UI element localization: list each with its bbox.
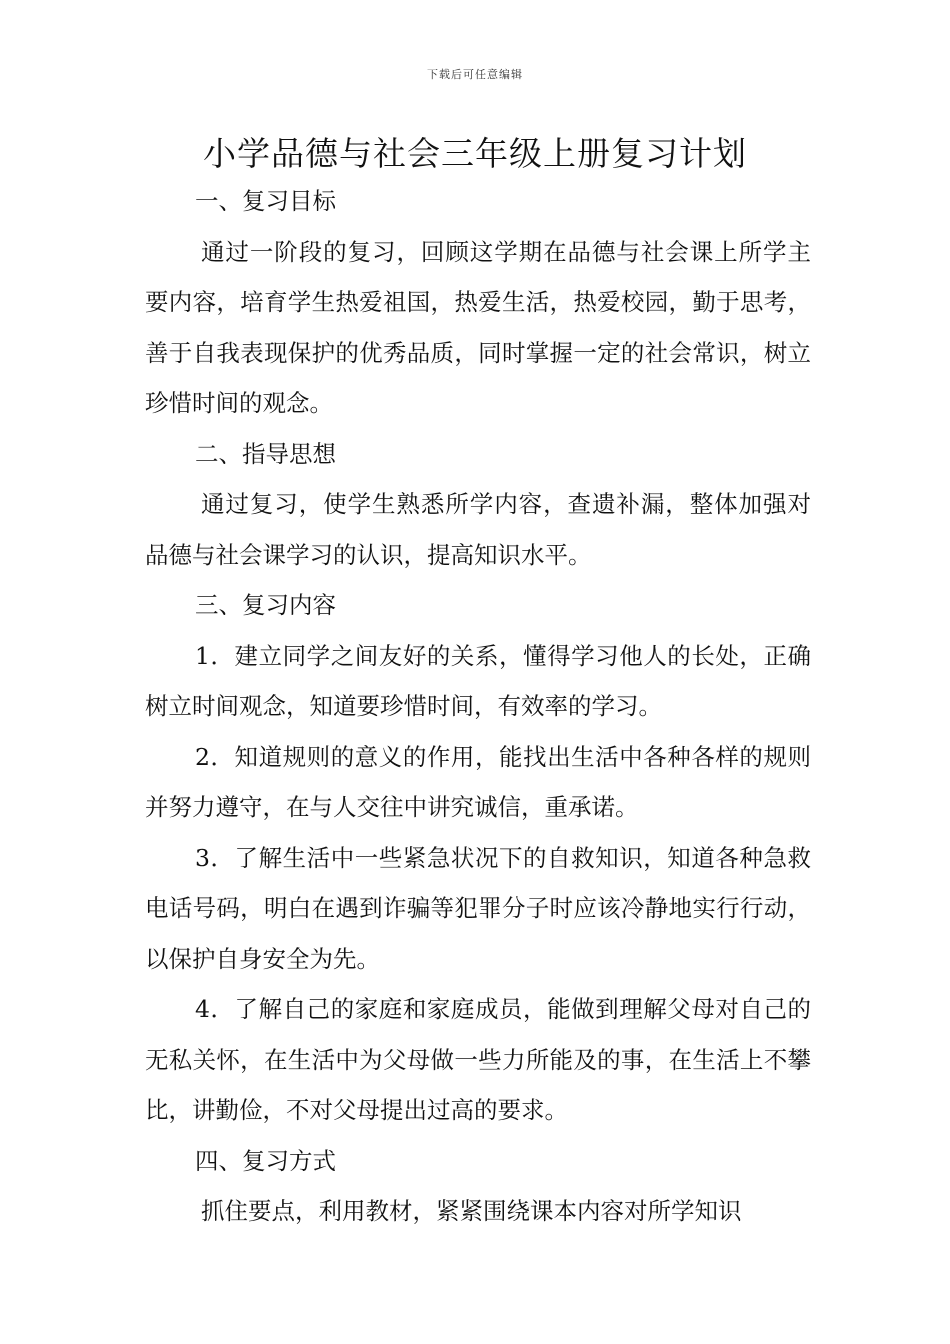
section-heading-guiding-idea: 二、指导思想 — [195, 439, 336, 468]
document-body — [145, 176, 811, 1237]
section-heading-content: 三、复习内容 — [195, 591, 336, 619]
content-item-2: 2．知道规则的意义的作用，能找出生活中各种各样的规则并努力遵守，在与人交往中讲究诚信，重承诺。 — [145, 742, 811, 821]
section-heading-method: 四、复习方式 — [195, 1146, 336, 1175]
section-heading-goals: 一、复习目标 — [195, 187, 336, 215]
content-item-3: 3．了解生活中一些紧急状况下的自救知识，知道各种急救电话号码，明白在遇到诈骗等犯罪分子时应该冷静地实行行动，以保护自身安全为先。 — [145, 843, 811, 973]
content-item-1: 1．建立同学之间友好的关系，懂得学习他人的长处，正确树立时间观念，知道要珍惜时间，有效率的学习。 — [145, 641, 811, 720]
goals-paragraph: 通过一阶段的复习，回顾这学期在品德与社会课上所学主要内容，培育学生热爱祖国，热爱生活，热爱校园，勤于思考，善于自我表现保护的优秀品质，同时掌握一定的社会常识，树立珍惜时间的观念。 — [145, 237, 811, 417]
method-paragraph: 抓住要点，利用教材，紧紧围绕课本内容对所学知识 — [201, 1197, 742, 1225]
header-note: 下载后可任意编辑 — [427, 68, 523, 81]
content-item-4: 4．了解自己的家庭和家庭成员，能做到理解父母对自己的无私关怀，在生活中为父母做一些力所能及的事，在生活上不攀比，讲勤俭，不对父母提出过高的要求。 — [145, 995, 811, 1124]
guiding-idea-paragraph: 通过复习，使学生熟悉所学内容，查遗补漏，整体加强对品德与社会课学习的认识，提高知识水平。 — [145, 490, 811, 569]
document-title: 小学品德与社会三年级上册复习计划 — [203, 134, 747, 173]
